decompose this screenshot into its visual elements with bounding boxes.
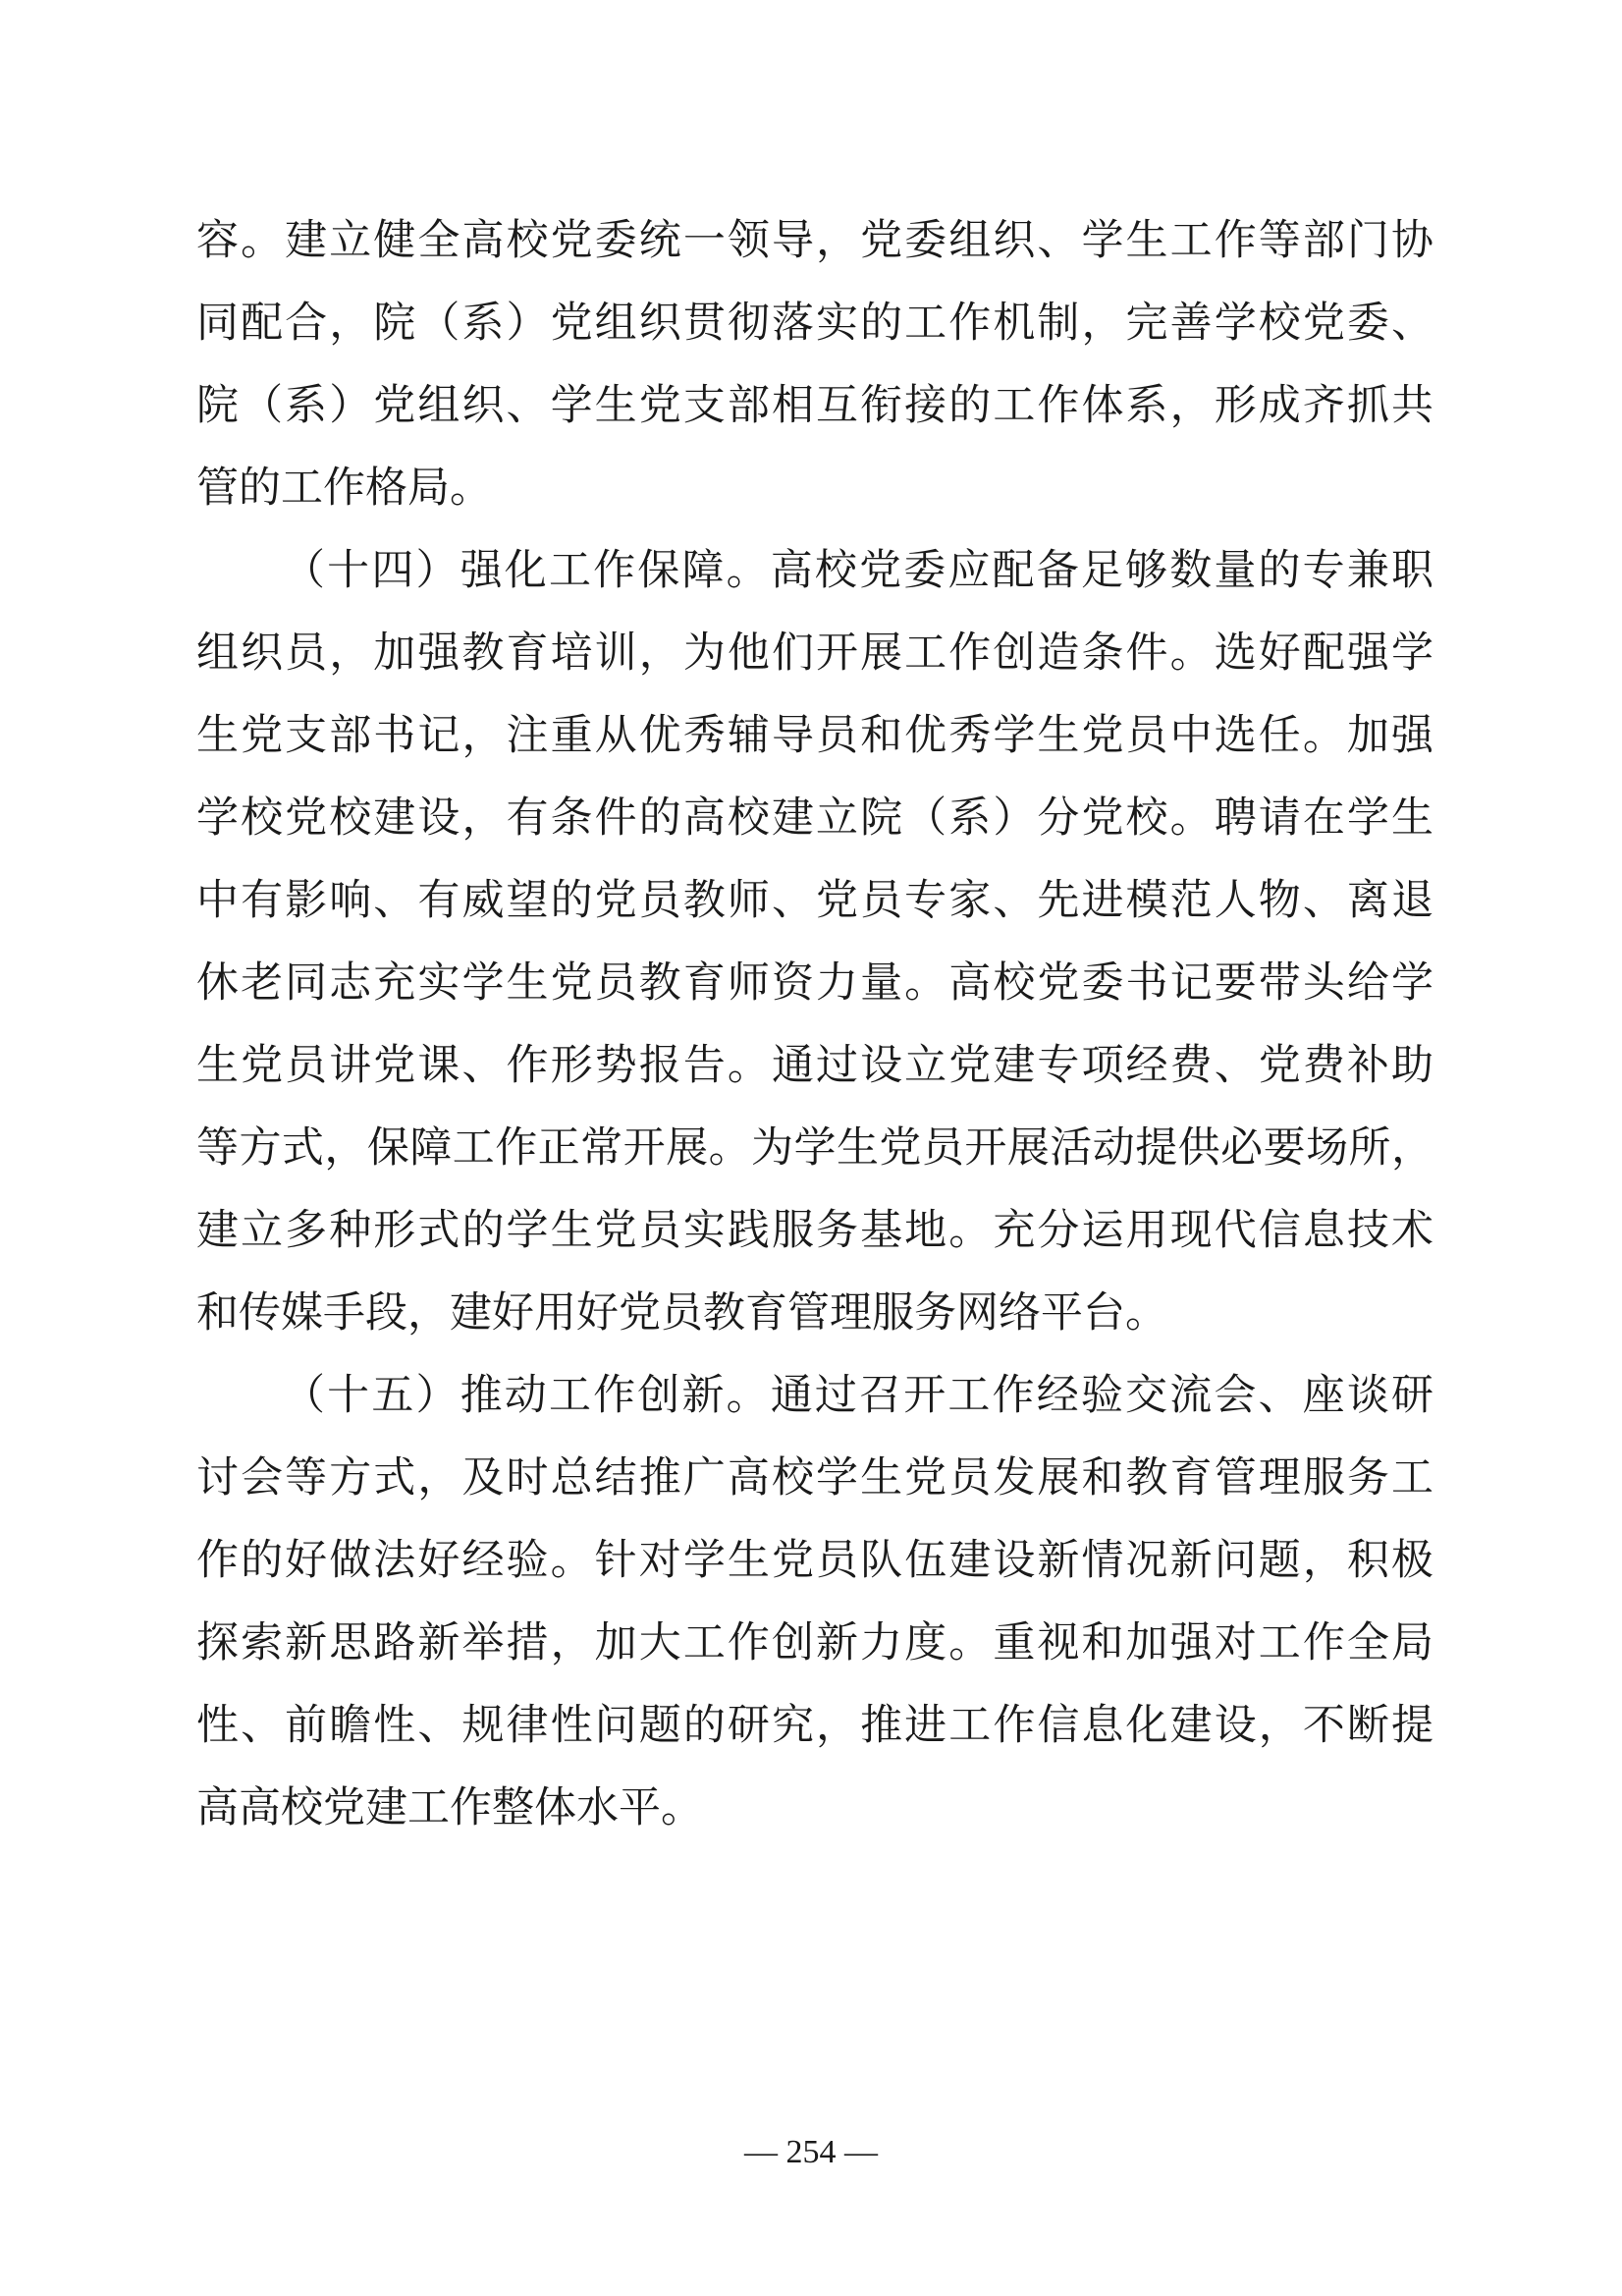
paragraph-1-line-2: 同配合，院（系）党组织贯彻落实的工作机制，完善学校党委、: [196, 299, 1433, 348]
paragraph-2-line-8: 等方式，保障工作正常开展。为学生党员开展活动提供必要场所，: [196, 1123, 1433, 1173]
paragraph-2-line-6: 休老同志充实学生党员教育师资力量。高校党委书记要带头给学: [196, 958, 1433, 1008]
paragraph-1-line-4: 管的工作格局。: [196, 464, 492, 513]
paragraph-3-line-5: 性、前瞻性、规律性问题的研究，推进工作信息化建设，不断提: [196, 1701, 1433, 1750]
paragraph-2-line-1: （十四）强化工作保障。高校党委应配备足够数量的专兼职: [283, 546, 1433, 595]
paragraph-3-line-4: 探索新思路新举措，加大工作创新力度。重视和加强对工作全局: [196, 1618, 1433, 1667]
paragraph-2-line-3: 生党支部书记，注重从优秀辅导员和优秀学生党员中选任。加强: [196, 711, 1433, 760]
paragraph-3-line-2: 讨会等方式，及时总结推广高校学生党员发展和教育管理服务工: [196, 1453, 1433, 1503]
paragraph-3-line-3: 作的好做法好经验。针对学生党员队伍建设新情况新问题，积极: [196, 1536, 1433, 1585]
paragraph-3-line-6: 高高校党建工作整体水平。: [196, 1783, 703, 1832]
page-number: — 254 —: [744, 2134, 878, 2170]
paragraph-2-line-4: 学校党校建设，有条件的高校建立院（系）分党校。聘请在学生: [196, 793, 1433, 843]
paragraph-2-line-10: 和传媒手段，建好用好党员教育管理服务网络平台。: [196, 1288, 1167, 1338]
paragraph-2-line-5: 中有影响、有威望的党员教师、党员专家、先进模范人物、离退: [196, 876, 1433, 925]
paragraph-1-line-3: 院（系）党组织、学生党支部相互衔接的工作体系，形成齐抓共: [196, 381, 1433, 430]
paragraph-2-line-7: 生党员讲党课、作形势报告。通过设立党建专项经费、党费补助: [196, 1041, 1433, 1090]
paragraph-3-line-1: （十五）推动工作创新。通过召开工作经验交流会、座谈研: [283, 1371, 1433, 1420]
paragraph-1-line-1: 容。建立健全高校党委统一领导，党委组织、学生工作等部门协: [196, 216, 1433, 265]
paragraph-2-line-2: 组织员，加强教育培训，为他们开展工作创造条件。选好配强学: [196, 629, 1433, 678]
paragraph-2-line-9: 建立多种形式的学生党员实践服务基地。充分运用现代信息技术: [196, 1206, 1433, 1255]
